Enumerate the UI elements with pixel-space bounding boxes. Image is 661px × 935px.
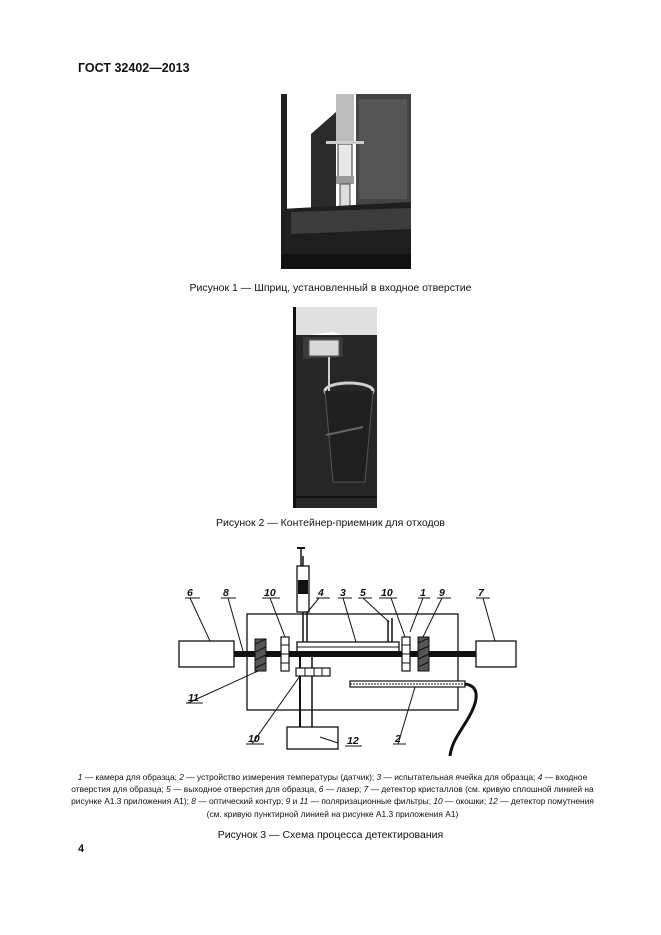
label-8: 8 (223, 587, 229, 599)
label-10-top-right: 10 (381, 587, 393, 599)
polarizing-filter-11 (255, 639, 266, 671)
label-2: 2 (395, 733, 401, 745)
window-bottom (296, 668, 330, 676)
label-9: 9 (439, 587, 445, 599)
figure-3-legend: 1 — камера для образца; 2 — устройство измерения температуры (датчик); 3 — испытательная ячейка для образца; 4 — входное отверстия для образца; 5 — выходное отверстия для образца, 6 — лазер; 7 — детектор кристаллов (см. кривую сплошной линией на рисунке А1.3 приложения А1); 8 — оптический контур; 9 и 11 — поляризационные фильтры; 10 — окошки; 12 — детектор помутнения (см. кривую пунктирной линией на рисунке А1.3 приложения А1) (71, 772, 594, 819)
label-5: 5 (360, 587, 366, 599)
figure-2-photo-waste-container (293, 307, 377, 508)
turbidity-detector-box (287, 727, 338, 749)
label-6: 6 (187, 587, 193, 599)
document-header: ГОСТ 32402—2013 (78, 61, 190, 75)
figure-3-schematic (0, 545, 661, 765)
label-10-bottom: 10 (248, 733, 260, 745)
label-3: 3 (340, 587, 346, 599)
figure-3-caption: Рисунок 3 — Схема процесса детектирования (217, 829, 444, 841)
label-10-top-left: 10 (264, 587, 276, 599)
label-7: 7 (478, 587, 484, 599)
crystal-detector-box (476, 641, 516, 667)
laser-box (179, 641, 234, 667)
label-11: 11 (188, 692, 199, 704)
figure-2-caption: Рисунок 2 — Контейнер-приемник для отходов (215, 517, 445, 529)
figure-1-photo-syringe (281, 94, 411, 269)
label-4: 4 (318, 587, 324, 599)
figure-1-caption: Рисунок 1 — Шприц, установленный в входное отверстие (189, 282, 472, 294)
label-1: 1 (420, 587, 426, 599)
label-12: 12 (347, 735, 359, 747)
page-number: 4 (78, 843, 85, 855)
